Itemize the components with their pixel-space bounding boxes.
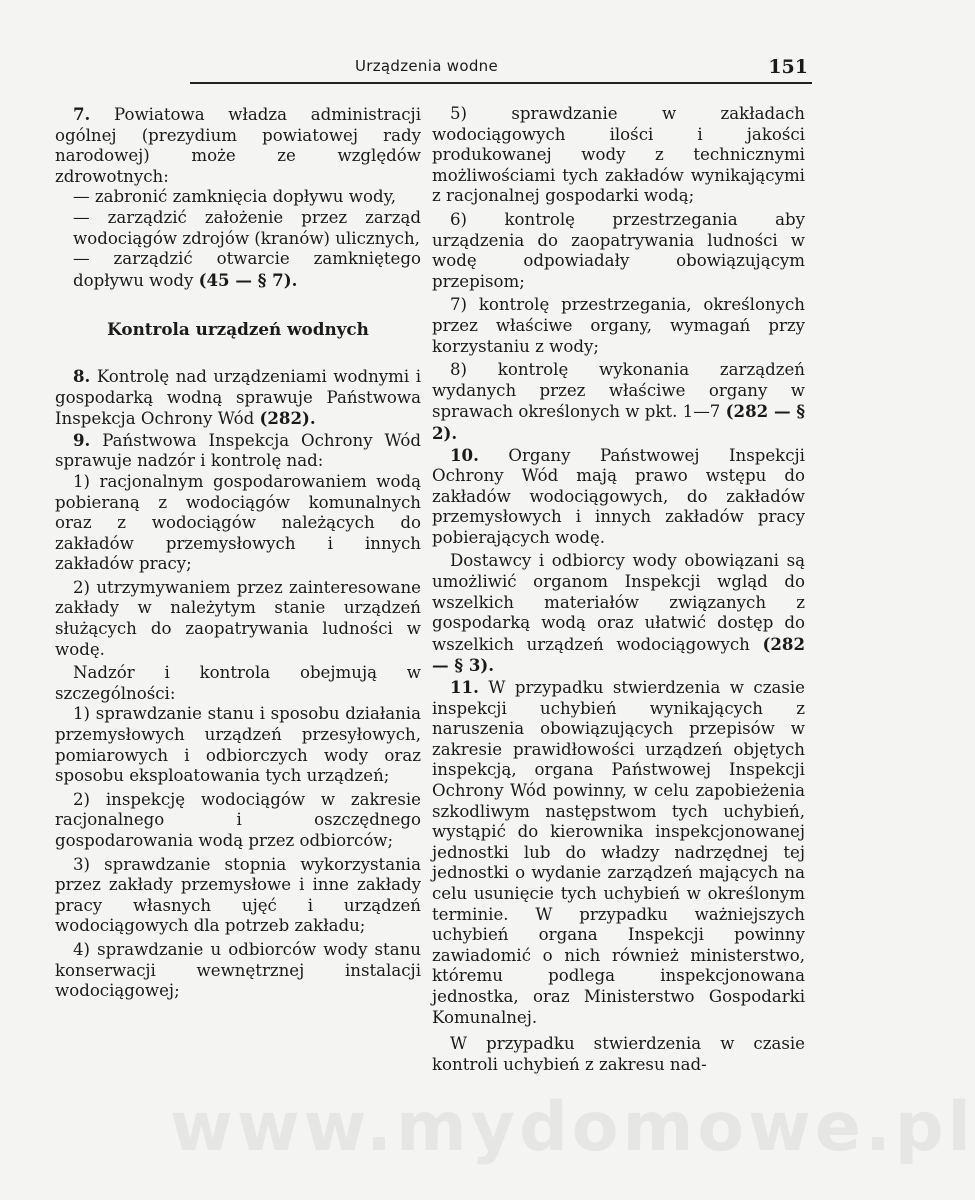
list-item-text: 8) kontrolę wykonania zarządzeń wydanych przez właściwe organy w sprawach określonych w pkt. 1—7 — [432, 360, 805, 422]
paragraph-number: 7. — [73, 104, 91, 124]
list-item: 5) sprawdzanie w zakładach wodociągowych ilości i jakości produkowanej wody z technicznymi możliwościami tych zakładów wynikającymi z racjonalnej gospodarki wodą; — [432, 104, 805, 206]
paragraph-number: 10. — [450, 444, 479, 465]
legal-reference: (282). — [259, 408, 316, 429]
paragraph-number: 9. — [73, 429, 91, 450]
paragraph-body: Dostawcy i odbiorcy wody obowiązani są umożliwić organom Inspekcji wgląd do wszelkich materiałów związanych z gospodarką wodą oraz ułatwić dostęp do wszelkich urządzeń wodociągowych — [432, 551, 805, 654]
section-heading: Kontrola urządzeń wodnych — [107, 319, 369, 340]
legal-reference: (282 — § 3). — [432, 633, 805, 676]
paragraph-number: 8. — [73, 365, 91, 386]
dash-item: — zarządzić założenie przez zarząd wodociągów zdrojów (kranów) ulicznych, — [73, 207, 421, 248]
paragraph-text: Powiatowa władza administracji ogólnej (prezydium powiatowej rady narodowej) może ze względów zdrowotnych: — [55, 105, 422, 186]
paragraph-text: Kontrolę nad urządzeniami wodnymi i gospodarką wodną sprawuje Państwowa Inspekcja Ochrony Wód — [55, 366, 421, 429]
watermark: www.mydomowe.pl — [170, 1088, 975, 1167]
list-item: 1) sprawdzanie stanu i sposobu działania przemysłowych urządzeń przesyłowych, pomiarowych i odbiorczych wody oraz sposobu eksploatowania tych urządzeń; — [55, 704, 421, 786]
paragraph-text: W przypadku stwierdzenia w czasie kontroli uchybień z zakresu nad- — [432, 1034, 805, 1074]
page-header — [190, 52, 812, 84]
dash-item-text: — zarządzić otwarcie zamkniętego dopływu wody — [73, 249, 421, 290]
list-item: 6) kontrolę przestrzegania aby urządzenia do zaopatrywania ludności w wodę odpowiadały obowiązującym przepisom; — [432, 209, 805, 291]
list-item: 1) racjonalnym gospodarowaniem wodą pobieraną z wodociągów komunalnych oraz z wodociągów należących do zakładów przemysłowych i innych zakładów pracy; — [55, 471, 421, 574]
paragraph-8 — [55, 366, 421, 430]
list-item: 4) sprawdzanie u odbiorców wody stanu konserwacji wewnętrznej instalacji wodociągowej; — [55, 939, 421, 1001]
paragraph-text: W przypadku stwierdzenia w czasie inspekcji uchybień wynikających z naruszenia obowiązujących przepisów w zakresie prawidłowości urządzeń objętych inspekcją, organa Państwowej Inspekcji Ochrony Wód powinny, w celu zapobieżenia szkodliwym następstwom tych uchybień, wystąpić do kierownika inspekcjonowanej jednostki lub do władzy nadrzędnej tej jednostki o wydanie zarządzeń mających na celu usunięcie tych uchybień w określonym terminie. W przypadku ważniejszych uchybień organa Inspekcji powinny zawiadomić o nich również ministerstwo, któremu podlega inspekcjonowana jednostka, oraz Ministerstwo Gospodarki Komunalnej. — [432, 678, 805, 1027]
dash-item — [55, 249, 421, 291]
paragraph-11 — [432, 677, 805, 1028]
paragraph-text — [432, 551, 805, 677]
page-number: 151 — [768, 56, 808, 78]
paragraph-text: Nadzór i kontrola obejmują w szczególności: — [55, 663, 421, 703]
paragraph-10 — [432, 445, 805, 549]
legal-reference: (45 — § 7). — [198, 269, 298, 290]
paragraph-number: 11. — [450, 677, 479, 698]
left-column — [55, 104, 421, 1002]
list-item: 3) sprawdzanie stopnia wykorzystania przez zakłady przemysłowe i inne zakłady pracy własnych ujęć i urządzeń wodociągowych dla potrzeb zakładu; — [55, 854, 421, 936]
list-item: 7) kontrolę przestrzegania, określonych przez właściwe organy, wymagań przy korzystaniu z wody; — [432, 295, 805, 356]
right-column — [432, 104, 805, 1075]
legal-reference: (282 — § 2). — [432, 401, 806, 443]
paragraph-text: Państwowa Inspekcja Ochrony Wód sprawuje nadzór i kontrolę nad: — [55, 430, 421, 471]
paragraph-text: Organy Państwowej Inspekcji Ochrony Wód mają prawo wstępu do zakładów wodociągowych, do zakładów przemysłowych i innych zakładów pracy pobierających wodę. — [432, 445, 805, 547]
running-title: Urządzenia wodne — [355, 57, 498, 75]
list-item: 2) utrzymywaniem przez zainteresowane zakłady w należytym stanie urządzeń służących do zaopatrywania ludności w wodę. — [55, 577, 421, 659]
paragraph-7 — [55, 104, 421, 187]
paragraph-9 — [55, 430, 421, 472]
list-item — [432, 360, 805, 444]
list-item: 2) inspekcję wodociągów w zakresie racjonalnego i oszczędnego gospodarowania wodą przez odbiorców; — [55, 789, 421, 850]
dash-item: — zabronić zamknięcia dopływu wody, — [73, 187, 397, 207]
